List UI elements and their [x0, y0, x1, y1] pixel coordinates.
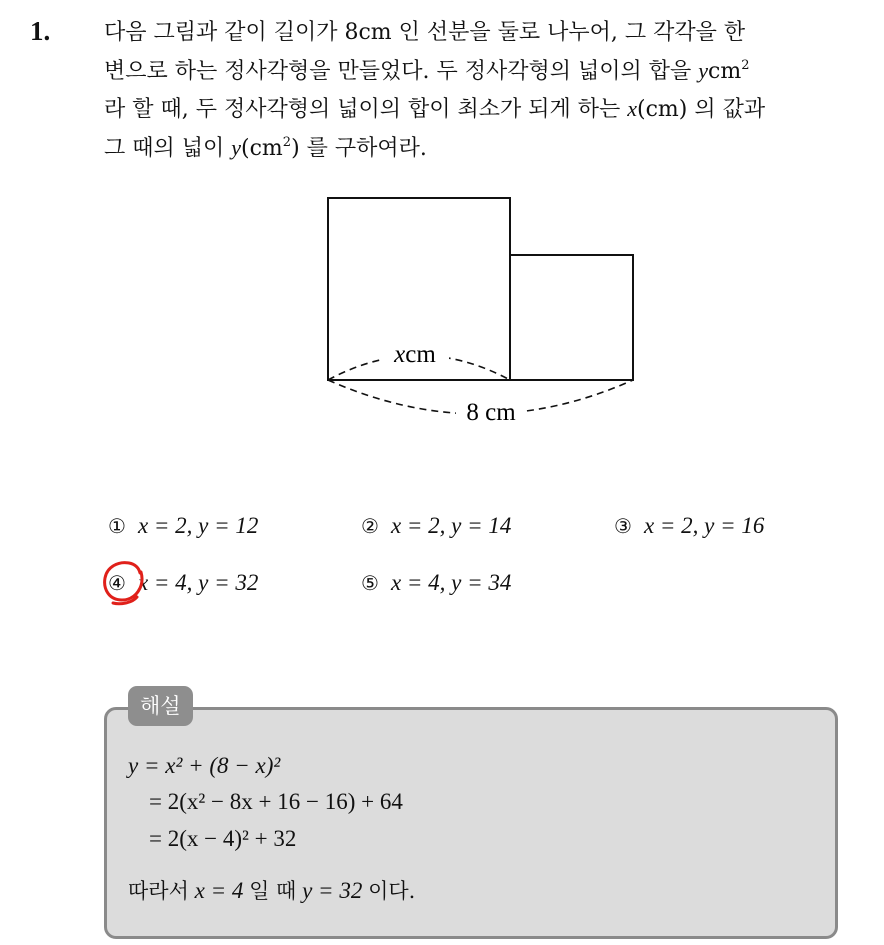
choice-text: x = 4, y = 32: [137, 570, 259, 595]
choice-text: x = 2, y = 16: [643, 513, 765, 538]
question-line: [104, 52, 864, 91]
text-run: 다음 그림과 같이 길이가 8cm 인 선분을 둘로 나누어, 그 각각을 한: [104, 20, 746, 45]
solution-line-2: = 2(x² − 8x + 16 − 16) + 64: [149, 789, 403, 814]
small-square: [510, 255, 633, 380]
choice-text: x = 2, y = 14: [390, 513, 512, 538]
question-line: [104, 14, 864, 52]
choice-2[interactable]: [361, 513, 511, 539]
text-run: 변으로 하는 정사각형을 만들었다. 두 정사각형의 넓이의 합을: [104, 58, 699, 84]
solution-conclusion: [128, 875, 415, 905]
solution-line-3: = 2(x − 4)² + 32: [149, 826, 297, 851]
text-run: cm: [708, 58, 742, 84]
conclusion-mid: 일 때: [249, 879, 297, 903]
choice-number: ⑤: [361, 571, 379, 595]
choice-number: ④: [108, 571, 126, 595]
square-diagram: [315, 188, 655, 428]
choice-text: x = 2, y = 12: [137, 513, 259, 538]
conclusion-suffix: 이다.: [368, 879, 416, 903]
question-line: [104, 129, 864, 168]
text-run: (cm) 의 값과: [636, 97, 766, 122]
choice-5[interactable]: [361, 570, 511, 596]
superscript: 2: [741, 57, 750, 73]
text-run: (cm: [241, 135, 283, 161]
text-run: x: [627, 96, 637, 121]
solution-line-1: y = x² + (8 − x)²: [128, 753, 281, 778]
choice-number: ①: [108, 514, 126, 538]
total-length-label: 8 cm: [466, 399, 516, 426]
question-number: 1.: [30, 16, 51, 46]
choice-text: x = 4, y = 34: [390, 570, 512, 595]
conclusion-prefix: 따라서: [128, 879, 189, 903]
choice-4[interactable]: [108, 570, 258, 596]
superscript: 2: [282, 134, 292, 150]
conclusion-x: x = 4: [194, 878, 244, 903]
x-length-label: xcm: [394, 341, 436, 368]
question-text: [104, 14, 864, 167]
text-run: 그 때의 넓이: [104, 135, 232, 161]
question-line: [104, 90, 864, 129]
text-run: ) 를 구하여라.: [291, 135, 427, 161]
text-run: 라 할 때, 두 정사각형의 넓이의 합이 최소가 되게 하는: [104, 97, 628, 122]
solution-tag: 해설: [128, 686, 193, 726]
choice-number: ③: [614, 514, 632, 538]
text-run: y: [231, 134, 242, 160]
conclusion-y: y = 32: [302, 878, 363, 903]
choice-1[interactable]: [108, 513, 258, 539]
text-run: y: [698, 57, 709, 83]
choice-3[interactable]: [614, 513, 764, 539]
choice-number: ②: [361, 514, 379, 538]
